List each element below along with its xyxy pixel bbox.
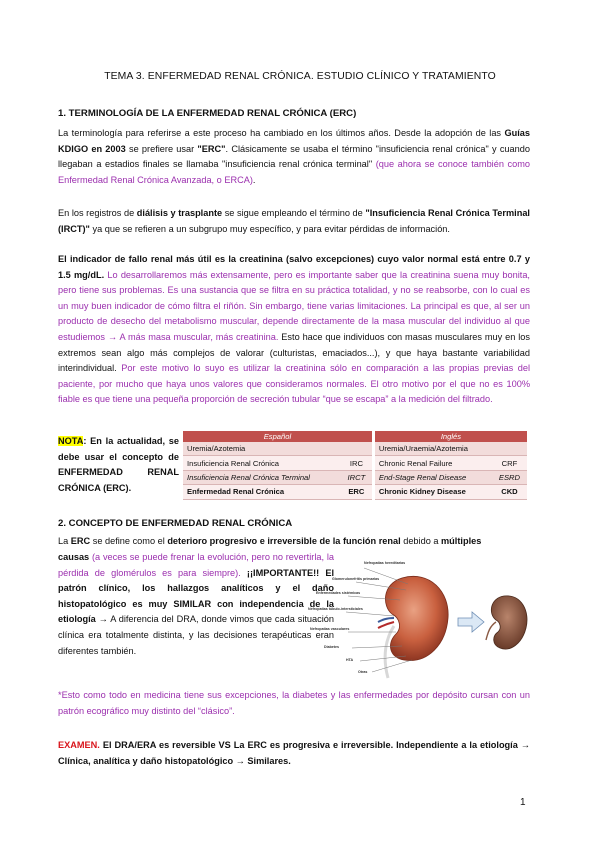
section-2-intro-line: [58, 534, 530, 550]
table-row: [183, 470, 527, 484]
text-span: debido a: [400, 536, 442, 546]
text-span-bold: causas: [58, 552, 90, 562]
text-span: se sigue empleando el término de: [222, 208, 366, 218]
illus-label: Enfermedades sistémicas: [316, 591, 361, 595]
cell-es-abbr: [341, 442, 372, 456]
header-spanish: Español: [183, 431, 372, 442]
illus-label: Otras: [358, 670, 368, 674]
healthy-kidney-shape: [385, 576, 448, 660]
illus-label: HTA: [346, 658, 354, 662]
cell-en-abbr: CRF: [492, 456, 527, 470]
section-2-heading: 2. CONCEPTO DE ENFERMEDAD RENAL CRÓNICA: [58, 518, 293, 529]
text-span-bold: "ERC": [197, 143, 226, 154]
text-span: En los registros de: [58, 208, 137, 218]
cell-en: Uremia/Uraemia/Azotemia: [375, 442, 492, 456]
header-english: Inglés: [375, 431, 527, 442]
cell-en-abbr: ESRD: [492, 470, 527, 484]
nota-label: NOTA: [58, 436, 84, 446]
cell-es: Insuficiencia Renal Crónica Terminal: [183, 470, 341, 484]
illus-label: Diabetes: [324, 645, 339, 649]
cell-es-abbr: IRC: [341, 456, 372, 470]
illus-label: Nefropatías hereditarias: [364, 561, 406, 565]
page-number: 1: [520, 797, 526, 808]
arrow-icon: [458, 612, 484, 632]
text-span-purple: (a veces se puede frenar la evolución, pero no revertirla, la pérdida de glomérulos es para siempre).: [58, 552, 334, 578]
kidney-illustration: [302, 560, 530, 680]
cell-es: Insuficiencia Renal Crónica: [183, 456, 341, 470]
section-1-paragraph-3: [58, 252, 530, 408]
illus-label: Nefropatías vasculares: [310, 627, 350, 631]
text-span-bold: "Insuficiencia Renal Crónica Terminal (IRCT)": [58, 208, 530, 234]
section-1-paragraph-1: [58, 126, 530, 188]
text-span: ya que se refieren a un subgrupo muy específico, y para evitar pérdidas de información.: [89, 223, 450, 234]
table-header-row: [183, 431, 527, 442]
table-row: [183, 485, 527, 499]
examen-note: [58, 738, 530, 769]
text-span-bold: El indicador de fallo renal más útil es la creatinina (salvo excepciones) cuyo valor normal está entre 0.7 y 1.5 mg/dL.: [58, 254, 530, 280]
text-span-bold: ¡¡IMPORTANTE!! El patrón clínico, los hallazgos analíticos y el daño histopatológico es muy SIMILAR con independencia de la etiología: [58, 567, 335, 625]
section-2-note: *Esto como todo en medicina tiene sus excepciones, la diabetes y las enfermedades por depósito cursan con un patrón ecográfico muy distinto del “clásico”.: [58, 690, 530, 716]
cell-en: End-Stage Renal Disease: [375, 470, 492, 484]
nota-text: : En la actualidad, se debe usar el concepto de ENFERMEDAD RENAL CRÓNICA (ERC).: [58, 436, 179, 493]
text-span: La terminología para referirse a este proceso ha cambiado en los últimos años. Desde la adopción de las: [58, 128, 505, 138]
text-span: La: [58, 536, 71, 546]
section-2-paragraph-1: [58, 550, 334, 659]
text-span: . Clásicamente se usaba el término "insuficiencia renal crónica" y cuando llegaban a estadios finales se llamaba "insuficiencia renal crónica terminal": [58, 143, 530, 170]
text-span-bold: ERC: [70, 536, 91, 546]
table-row: [183, 442, 527, 456]
examen-text: El DRA/ERA es reversible VS La ERC es progresiva e irreversible. Independiente a la etiología → Clínica, analítica y daño histopatológico → Similares.: [58, 740, 530, 766]
cell-es-abbr: IRCT: [341, 470, 372, 484]
cell-en-abbr: CKD: [492, 485, 527, 499]
section-1-paragraph-2: [58, 206, 530, 237]
text-span: → A diferencia del DRA, donde vimos que cada situación clínica era totalmente distinta, y las decisiones terapéuticas eran diferentes también.: [58, 614, 334, 656]
cell-es: Uremia/Azotemia: [183, 442, 341, 456]
text-span-purple: (que ahora se conoce también como Enfermedad Renal Crónica Avanzada, o ERCA): [58, 159, 530, 185]
page-title: TEMA 3. ENFERMEDAD RENAL CRÓNICA. ESTUDIO CLÍNICO Y TRATAMIENTO: [104, 71, 496, 82]
cell-en-abbr: [492, 442, 527, 456]
text-span-purple: Lo desarrollaremos más extensamente, pero es importante saber que la creatinina suena muy bonita, pero tiene sus problemas. Es una sustancia que se filtra en su práctica totalidad, y no se reabsorbe, con lo cual es un muy buen indicador de cómo filtra el riñón. Sin embargo, tiene varias limitaciones. La principal es que, al ser un producto de desecho del metabolismo muscular, depende directamente de la masa muscular del individuo al que estudiemos → A más masa muscular, más creatinina.: [58, 269, 530, 342]
text-span: se define como el: [90, 536, 168, 546]
text-span: se prefiere usar: [125, 143, 198, 154]
nota-box: [58, 434, 179, 496]
text-span-bold: múltiples: [441, 536, 482, 546]
examen-label: EXAMEN.: [58, 740, 100, 750]
cell-en: Chronic Kidney Disease: [375, 485, 492, 499]
illus-label: Glomerulonefritis primarias: [332, 577, 380, 581]
cell-es: Enfermedad Renal Crónica: [183, 485, 341, 499]
terminology-table: [183, 431, 527, 500]
section-1-heading: 1. TERMINOLOGÍA DE LA ENFERMEDAD RENAL CRÓNICA (ERC): [58, 108, 357, 119]
illus-label: Nefropatías túbulo-intersticiales: [308, 607, 363, 611]
text-span-bold: diálisis y trasplante: [136, 208, 223, 218]
table-row: [183, 456, 527, 470]
text-span-bold: Guías KDIGO en 2003: [58, 128, 530, 154]
text-span: .: [252, 174, 256, 185]
text-span-bold: deterioro progresivo e irreversible de la función renal: [167, 536, 401, 546]
text-span: Esto hace que individuos con masas musculares muy en los extremos sean algo más complejos de valorar (culturistas, emaciados...), y que haya bastante variabilidad interindividual.: [58, 331, 530, 374]
cell-es-abbr: ERC: [341, 485, 372, 499]
cell-en: Chronic Renal Failure: [375, 456, 492, 470]
renal-vessel: [378, 618, 394, 622]
damaged-kidney-shape: [491, 596, 527, 649]
text-span-purple: Por este motivo lo suyo es utilizar la creatinina sólo en comparación a las propias previas del paciente, por mucho que haya unos valores que consideramos normales. El otro motivo por el que no es 100% fiable es que tiene una pequeña proporción de secreción tubular “que se escapa” a la medición del filtrado.: [58, 363, 530, 405]
